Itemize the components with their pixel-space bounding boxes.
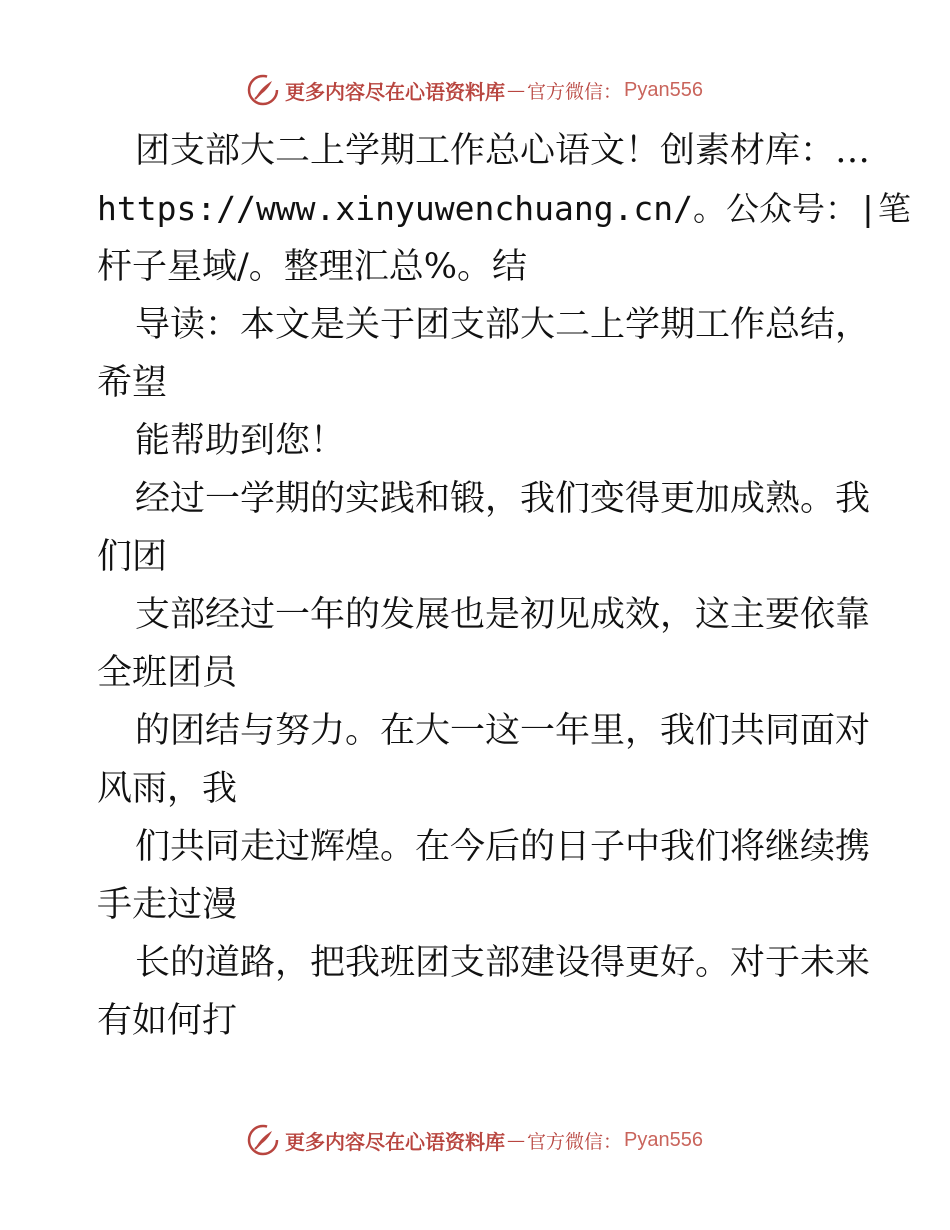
banner-wechat-id: Pyan556: [624, 78, 703, 101]
text-line: 经过一学期的实践和锻，我们变得更加成熟。我: [135, 479, 871, 519]
feather-pen-logo-icon: [247, 74, 279, 106]
banner-wechat-id: Pyan556: [624, 1128, 703, 1151]
banner-brand-text: 更多内容尽在心语资料库: [285, 79, 505, 104]
feather-pen-logo-icon: [247, 1124, 279, 1156]
text-line: 有如何打: [97, 1001, 238, 1041]
header-banner: [0, 70, 950, 110]
document-body: [97, 122, 911, 1050]
text-line: 长的道路，把我班团支部建设得更好。对于未来: [135, 943, 871, 983]
text-line: 导读：本文是关于团支部大二上学期工作总结，: [135, 305, 871, 345]
text-line: https://www.xinyuwenchuang.cn/。公众号：|笔: [97, 189, 911, 228]
text-line: 风雨，我: [97, 769, 238, 809]
text-line: 全班团员: [97, 653, 238, 693]
text-line: 们共同走过辉煌。在今后的日子中我们将继续携: [135, 827, 871, 867]
banner-wechat-label: 官方微信：: [527, 1130, 623, 1153]
text-line: 杆子星域/。整理汇总%。结: [97, 247, 528, 287]
text-line: 的团结与努力。在大一这一年里，我们共同面对: [135, 711, 871, 751]
banner-dash: —: [507, 79, 525, 101]
text-line: 们团: [97, 537, 168, 577]
text-line: 团支部大二上学期工作总心语文！创素材库：…: [135, 131, 871, 171]
banner-wechat-label: 官方微信：: [527, 80, 623, 103]
text-line: 能帮助到您！: [135, 421, 346, 461]
banner-dash: —: [507, 1129, 525, 1151]
text-line: 希望: [97, 363, 168, 403]
banner-brand-text: 更多内容尽在心语资料库: [285, 1129, 505, 1154]
footer-banner: [0, 1120, 950, 1160]
text-line: 手走过漫: [97, 885, 238, 925]
text-line: 支部经过一年的发展也是初见成效，这主要依靠: [135, 595, 871, 635]
